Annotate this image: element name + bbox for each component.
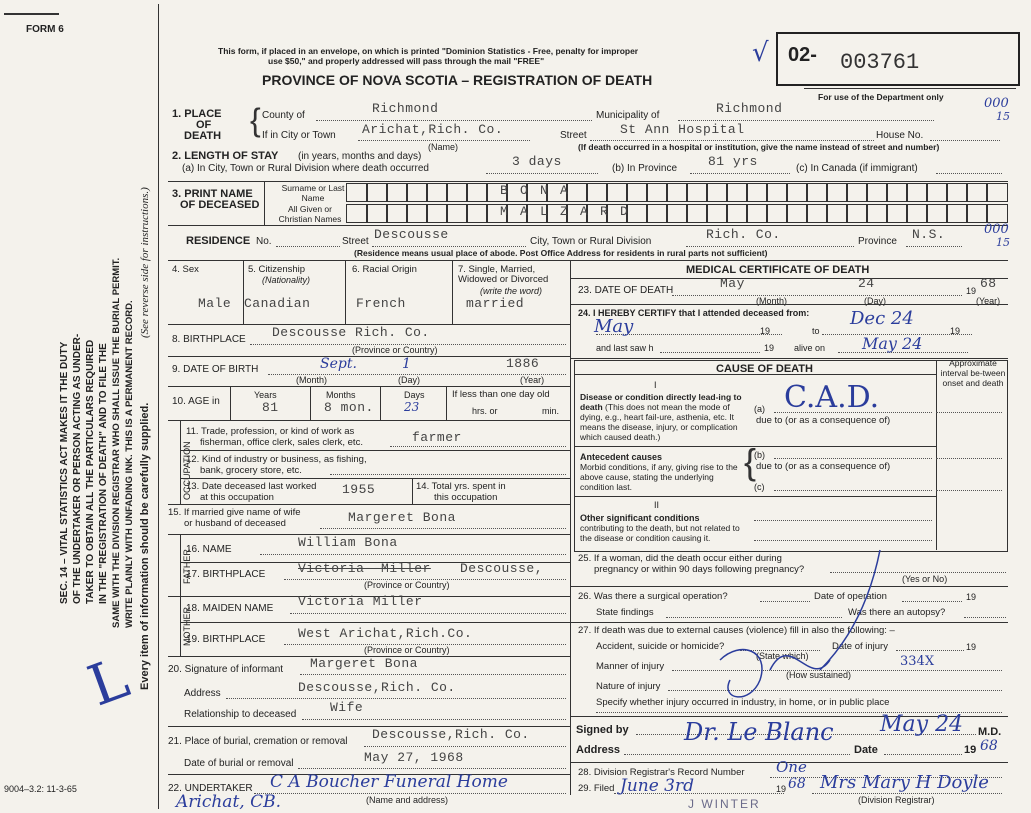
given-letter: Z [560,204,569,219]
side-instruction-4: IN THE "REGISTRATION OF DEATH" AND TO FILE THE [98,343,109,604]
length-of-stay-label: 2. LENGTH OF STAY [172,150,279,162]
cause-of-death-header: CAUSE OF DEATH [716,363,813,375]
handwriting-scrawl-icon [570,540,1010,740]
father-birthplace-struck: Victoria--Miller [298,561,431,576]
physician-signature: Dr. Le Blanc [684,718,834,746]
registration-prefix: 02- [788,44,817,66]
stay-city-value: 3 days [512,154,562,169]
father-name-value: William Bona [298,535,398,550]
side-instruction-8: Every item of information should be carefully supplied. [139,402,151,690]
given-letter: D [620,204,629,219]
header-rule [4,13,59,15]
place-label: 1. PLACE [172,108,222,120]
stay-province-value: 81 yrs [708,154,758,169]
name-label: 3. PRINT NAME [172,188,253,200]
residence-label: RESIDENCE [186,235,251,247]
filed-year-value: 68 [788,776,806,792]
residence-city-value: Rich. Co. [706,227,781,242]
burial-place-value: Descousse,Rich. Co. [372,727,530,742]
side-instruction-1: SEC. 14 – VITAL STATISTICS ACT MAKES IT THE DUTY [59,341,70,604]
dept-code-2b: 15 [996,236,1010,249]
alive-on-value: May 24 [862,334,923,353]
city-value: Arichat,Rich. Co. [362,122,504,137]
dob-day-value: 1 [402,356,411,372]
injury-code: 334X [900,654,935,669]
occupation-value: farmer [412,430,462,445]
sex-value: Male [198,296,232,311]
side-instruction-3: TAKER TO OBTAIN ALL THE PARTICULARS REQUIRED [85,339,96,604]
side-instruction-7: (See reverse side for instructions.) [139,187,151,338]
county-value: Richmond [372,101,439,116]
side-instruction-6: WRITE PLAINLY WITH UNFADING INK. THIS IS A PERMANENT RECORD. [124,300,135,628]
undertaker-address-value: Arichat, CB. [176,792,281,812]
father-birthplace-value: Descousse, [460,561,544,576]
occupation-side-label: OCCUPATION [182,441,192,500]
interval-label: Approximate interval be-tween onset and death [940,358,1006,388]
dept-code-1b: 15 [996,110,1010,123]
given-letter: R [600,204,609,219]
date-of-death-year: 68 [980,276,997,291]
attended-from-value: May [594,316,634,337]
father-side-label: FATHER [182,549,192,584]
cause-a-value: C.A.D. [784,380,880,415]
given-letter: L [540,204,549,219]
filed-date-value: June 3rd [620,776,695,796]
record-number-value: One [776,758,807,776]
mother-side-label: MOTHER [182,607,192,646]
undertaker-value: C A Boucher Funeral Home [270,772,508,792]
spouse-value: Margeret Bona [348,510,456,525]
racial-origin-value: French [356,296,406,311]
marital-status-value: married [466,296,525,311]
mother-maiden-value: Victoria Miller [298,594,423,609]
birthplace-value: Descousse Rich. Co. [272,325,430,340]
direct-cause-label: Disease or condition directly lead-ing to death (This does not mean the mode of dying, e.g., heart fail-ure, asthenia, etc. It means the disease, injury, or complication which caused death.) [580,392,742,442]
mother-birthplace-value: West Arichat,Rich.Co. [298,626,473,641]
attended-to-value: Dec 24 [850,308,914,329]
form-title: PROVINCE OF NOVA SCOTIA – REGISTRATION OF DEATH [262,72,653,88]
dept-code-2: 000 [984,222,1009,237]
registration-number: 003761 [840,50,920,75]
registrar-signature: Mrs Mary H Doyle [820,772,989,793]
side-instruction-5: SAME WITH THE DIVISION REGISTRAR WHO SHALL ISSUE THE BURIAL PERMIT. [111,257,122,628]
medical-certificate-header: MEDICAL CERTIFICATE OF DEATH [686,264,870,276]
given-letter: M [500,204,509,219]
residence-street-value: Descousse [374,227,449,242]
stamp-text: J WINTER [688,797,761,811]
dept-code-1: 000 [984,96,1009,111]
side-instruction-2: OF THE UNDERTAKER OR PERSON ACTING AS UNDER- [72,333,83,604]
hospital-note: (If death occurred in a hospital or institution, give the name instead of street and number) [578,142,940,152]
surname-letter: A [560,183,569,198]
check-mark: √ [752,38,769,68]
residence-province-value: N.S. [912,227,946,242]
dob-year-value: 1886 [506,356,540,371]
signature-year: 68 [980,738,998,754]
dept-use-note: For use of the Department only [818,92,944,102]
date-of-death-day: 24 [858,276,875,291]
print-code: 9004–3.2: 11-3-65 [4,784,77,794]
surname-letter: N [540,183,549,198]
envelope-note-2: use $50," and properly addressed will pass through the mail "FREE" [268,56,545,66]
signature-date: May 24 [880,712,964,737]
given-letter: A [520,204,529,219]
envelope-note-1: This form, if placed in an envelope, on which is printed "Dominion Statistics - Free, penalty for improper [218,46,639,56]
given-name-boxes [346,204,1006,223]
registration-number-box [776,32,1020,86]
relationship-value: Wife [330,700,364,715]
citizenship-value: Canadian [244,296,311,311]
surname-letter: O [520,183,529,198]
death-street-value: St Ann Hospital [620,122,745,137]
age-days-value: 23 [404,400,420,414]
given-letter: A [580,204,589,219]
date-of-death-month: May [720,276,745,291]
last-worked-value: 1955 [342,482,376,497]
residence-note: (Residence means usual place of abode. Post Office Address for residents in rural parts not sufficient) [354,248,768,258]
informant-signature-value: Margeret Bona [310,656,418,671]
burial-date-value: May 27, 1968 [364,750,464,765]
surname-boxes [346,183,1006,202]
dob-month-value: Sept. [320,356,357,372]
surname-letter: B [500,183,509,198]
age-months-value: 8 mon. [324,400,374,415]
age-years-value: 81 [262,400,279,415]
form-number: FORM 6 [26,24,64,35]
municipality-value: Richmond [716,101,783,116]
informant-address-value: Descousse,Rich. Co. [298,680,456,695]
margin-mark: L [80,645,138,720]
